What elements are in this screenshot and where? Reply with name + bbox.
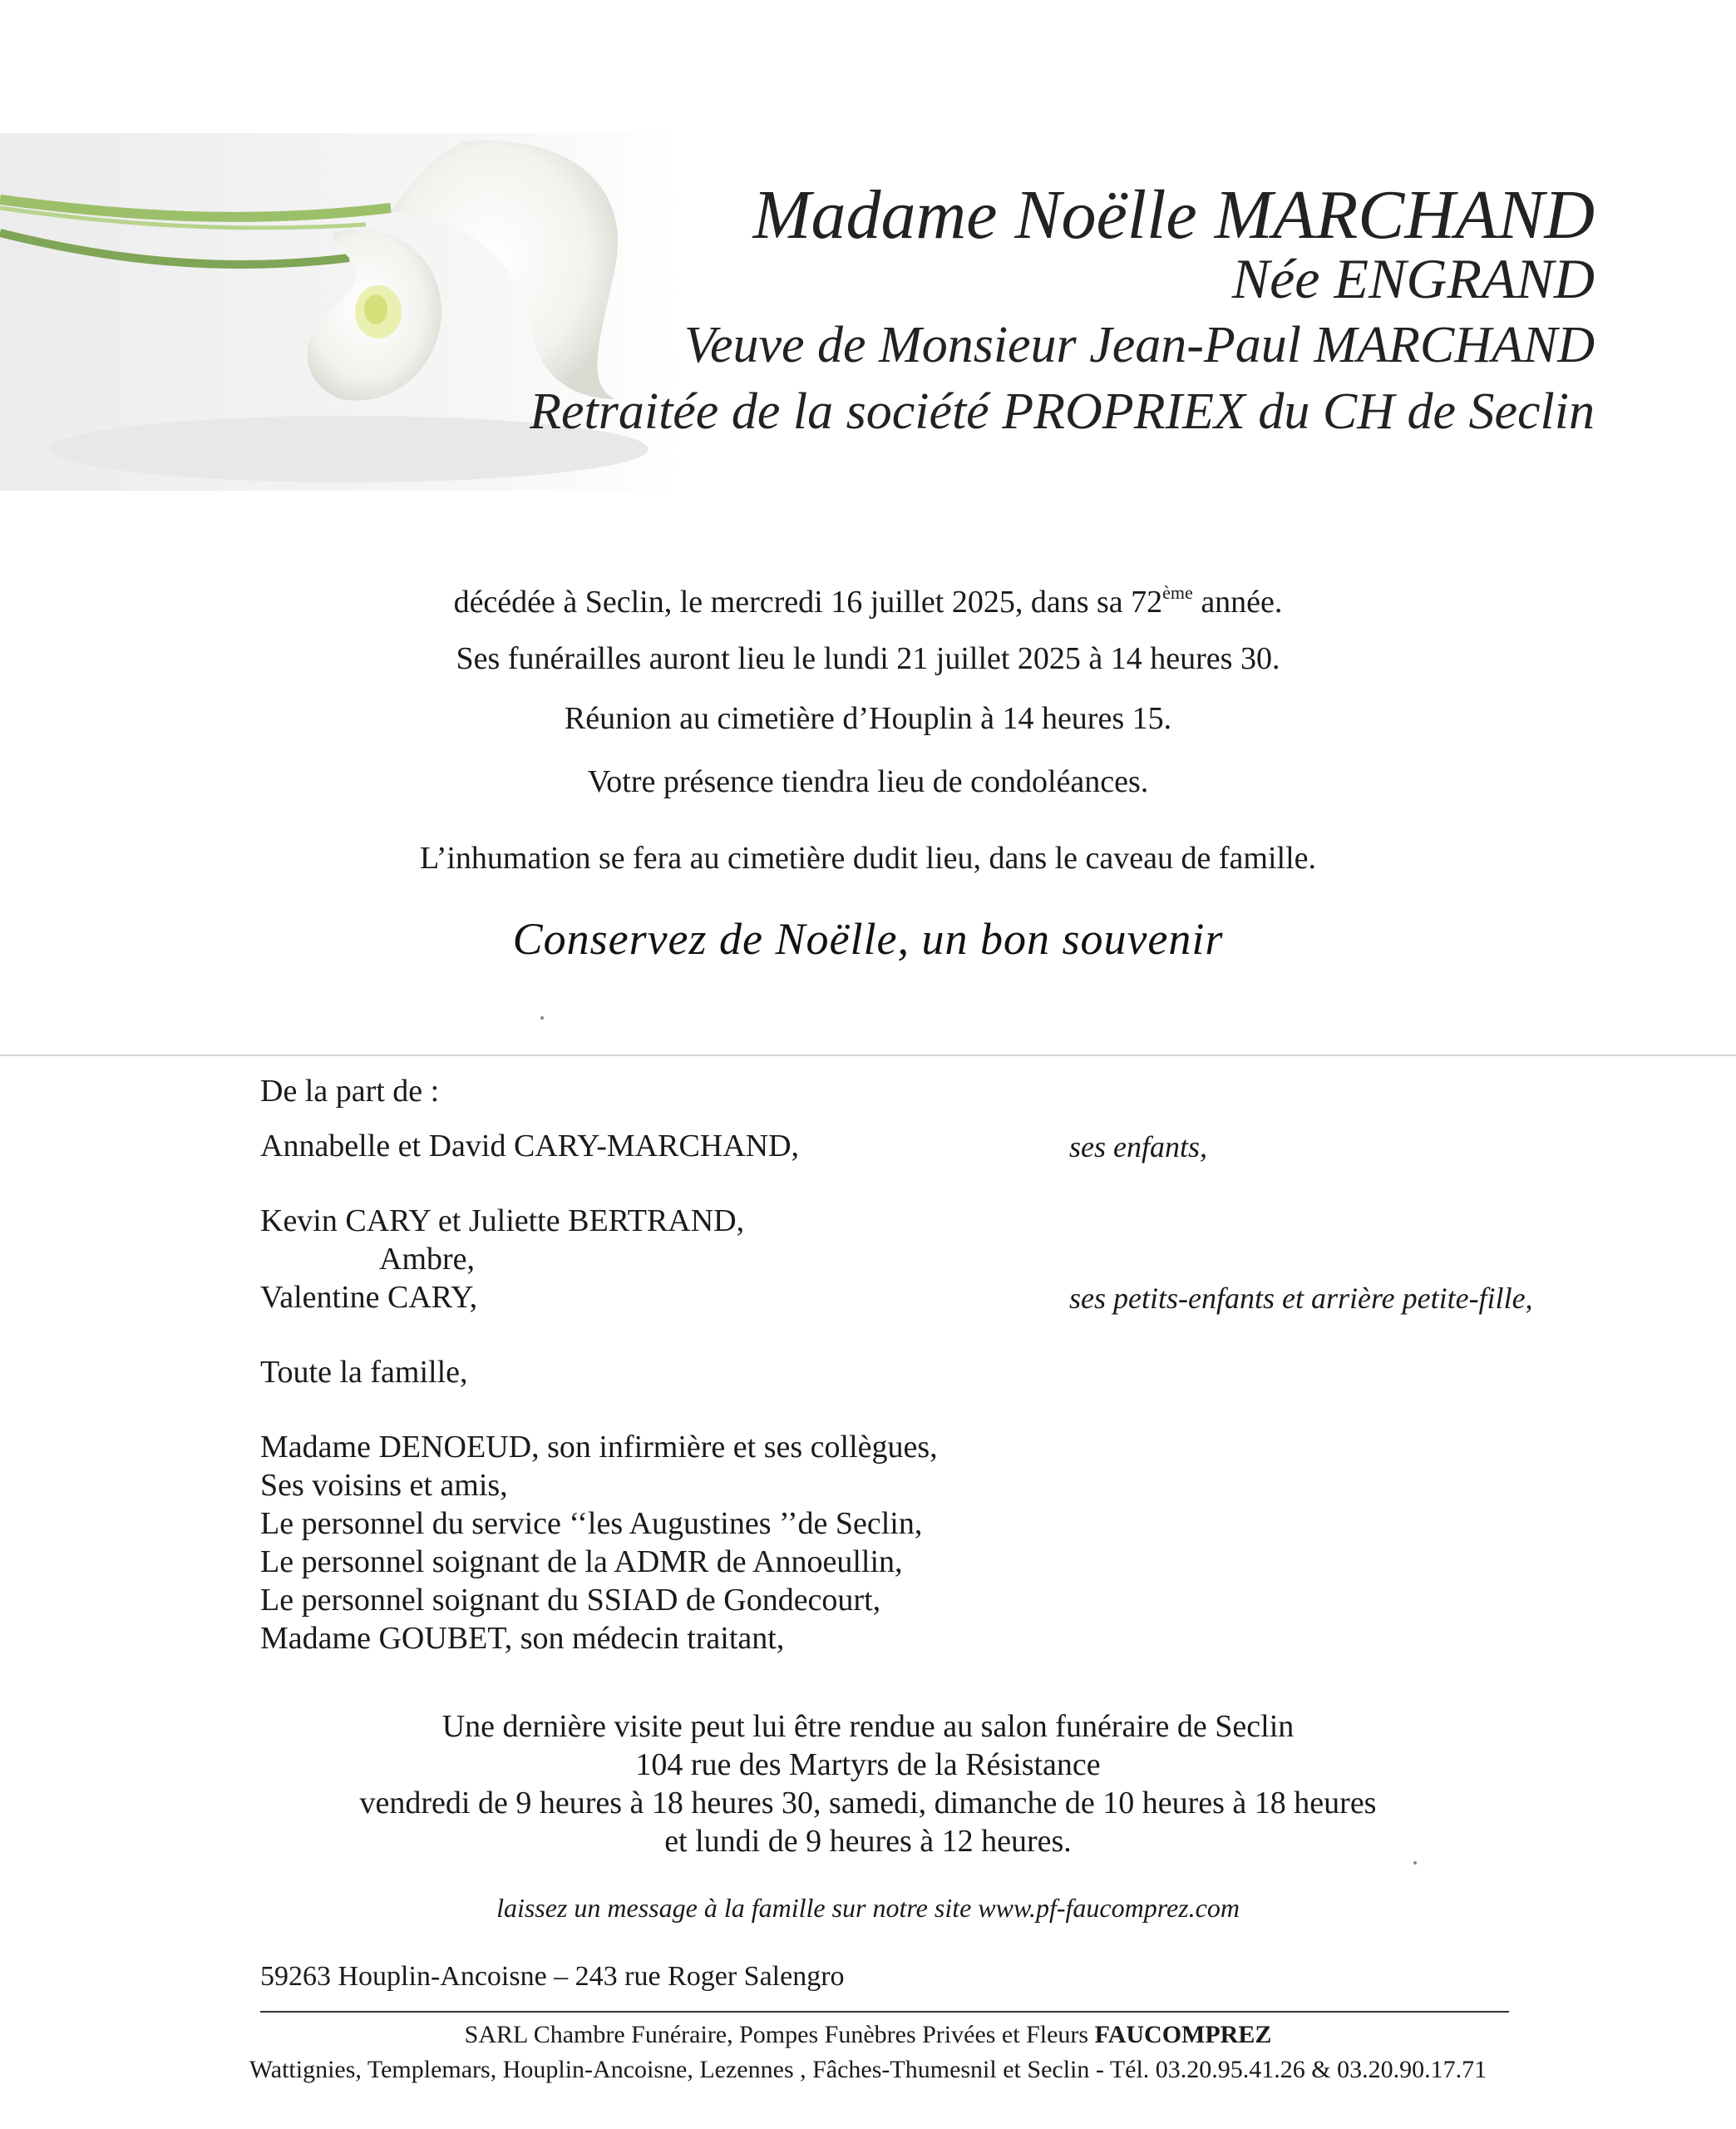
visit-line: Une dernière visite peut lui être rendue au salon funéraire de Seclin [441, 1709, 1295, 1744]
grandchildren-label: ses petits-enfants et arrière petite-fille, [1069, 1282, 1533, 1315]
scan-speck [540, 1016, 544, 1020]
death-announcement: décédée à Seclin, le mercredi 16 juillet 2025, dans sa 72ème année. [453, 582, 1283, 620]
widow-of: Veuve de Monsieur Jean-Paul MARCHAND [683, 317, 1595, 373]
visit-hours-monday: et lundi de 9 heures à 12 heures. [664, 1824, 1072, 1859]
website-message: laissez un message à la famille sur notre site www.pf-faucomprez.com [496, 1893, 1240, 1923]
scan-speck [1413, 1861, 1417, 1865]
other-mourner: Madame DENOEUD, son infirmière et ses collègues, [260, 1430, 938, 1465]
other-mourner: Le personnel soignant du SSIAD de Gondecourt, [260, 1583, 881, 1618]
great-grandchild: Ambre, [379, 1242, 476, 1277]
visit-hours: vendredi de 9 heures à 18 heures 30, samedi, dimanche de 10 heures à 18 heures [359, 1786, 1377, 1820]
whole-family: Toute la famille, [260, 1355, 468, 1390]
condolences-note: Votre présence tiendra lieu de condoléances. [587, 764, 1149, 799]
retirement-info: Retraitée de la société PROPRIEX du CH de Seclin [530, 383, 1595, 440]
burial-info: L’inhumation se fera au cimetière dudit lieu, dans le caveau de famille. [419, 841, 1316, 876]
other-mourner: Le personnel soignant de la ADMR de Annoeullin, [260, 1544, 903, 1579]
children-names: Annabelle et David CARY-MARCHAND, [260, 1129, 800, 1163]
grandchild-1: Kevin CARY et Juliette BERTRAND, [260, 1203, 745, 1238]
deceased-name: Madame Noëlle MARCHAND [752, 176, 1595, 254]
funeral-info: Ses funérailles auront lieu le lundi 21 juillet 2025 à 14 heures 30. [456, 641, 1280, 676]
meeting-info: Réunion au cimetière d’Houplin à 14 heures 15. [564, 701, 1172, 736]
memory-phrase: Conservez de Noëlle, un bon souvenir [512, 914, 1224, 964]
company-locations: Wattignies, Templemars, Houplin-Ancoisne, Lezennes , Fâches-Thumesnil et Seclin - Tél. 03.20.95.41.26 & 03.20.90.17.71 [249, 2056, 1487, 2083]
footer-rule [260, 2011, 1509, 2013]
other-mourner: Le personnel du service ‘‘les Augustines ’’de Seclin, [260, 1506, 923, 1541]
family-intro: De la part de : [260, 1074, 440, 1109]
children-label: ses enfants, [1069, 1130, 1207, 1163]
company-line: SARL Chambre Funéraire, Pompes Funèbres Privées et Fleurs FAUCOMPREZ [464, 2021, 1272, 2048]
company-address: 59263 Houplin-Ancoisne – 243 rue Roger Salengro [260, 1961, 845, 1992]
other-mourner: Madame GOUBET, son médecin traitant, [260, 1621, 785, 1656]
birth-name: Née ENGRAND [1231, 247, 1595, 310]
grandchild-2: Valentine CARY, [260, 1280, 478, 1315]
other-mourner: Ses voisins et amis, [260, 1468, 508, 1503]
visit-address: 104 rue des Martyrs de la Résistance [635, 1747, 1101, 1782]
fold-line [0, 1055, 1736, 1056]
